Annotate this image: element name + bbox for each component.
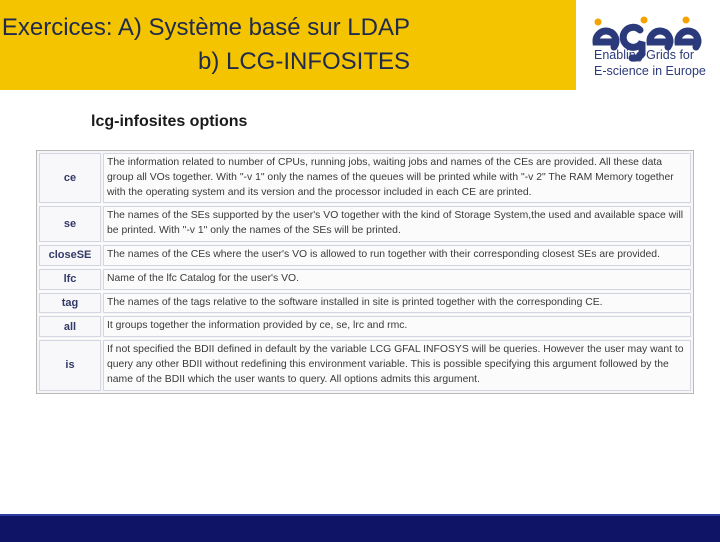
option-description: The names of the CEs where the user's VO is allowed to run together with their corresponding closest SEs are provided. xyxy=(103,245,691,266)
egee-logo xyxy=(576,0,720,90)
options-table xyxy=(36,150,694,394)
logo-tagline-1: Enabling Grids for xyxy=(594,48,695,62)
option-description: The information related to number of CPUs, running jobs, waiting jobs and names of the CEs are provided. All these data group all VOs together. With "-v 1" only the names of the queues will be printed while with "-v 2" The RAM Memory together with the operating system and its version and the processor included in each CE are printed. xyxy=(103,153,691,203)
option-key: ce xyxy=(39,153,101,203)
option-description: The names of the tags relative to the software installed in site is printed together with the corresponding CE. xyxy=(103,293,691,314)
table-row xyxy=(38,315,692,339)
option-key: closeSE xyxy=(39,245,101,266)
option-description: If not specified the BDII defined in default by the variable LCG GFAL INFOSYS will be queries. However the user may want to query any other BDII without redefining this environment variable. This is possible specifying this argument followed by the name of the BDII which the user wants to query. All options admits this argument. xyxy=(103,340,691,390)
option-description: Name of the lfc Catalog for the user's VO. xyxy=(103,269,691,290)
option-key: is xyxy=(39,340,101,390)
footer-bar xyxy=(0,514,720,542)
title-band xyxy=(0,0,576,90)
table-row xyxy=(38,244,692,268)
table-row xyxy=(38,268,692,292)
slide-title-line-1: Exercices: A) Système basé sur LDAP xyxy=(1,14,410,41)
table-row xyxy=(38,339,692,391)
slide-title-line-2: b) LCG-INFOSITES xyxy=(197,48,410,75)
table-row xyxy=(38,152,692,205)
option-key: all xyxy=(39,316,101,337)
table-row xyxy=(38,292,692,316)
table-row xyxy=(38,205,692,244)
option-description: It groups together the information provided by ce, se, lrc and rmc. xyxy=(103,316,691,337)
option-key: lfc xyxy=(39,269,101,290)
option-description: The names of the SEs supported by the user's VO together with the kind of Storage System,the used and available space will be printed. With "-v 1" only the names of the SEs will be printed. xyxy=(103,206,691,242)
section-subtitle: lcg-infosites options xyxy=(91,113,248,130)
logo-tagline-2: E-science in Europe xyxy=(594,64,706,78)
option-key: se xyxy=(39,206,101,242)
option-key: tag xyxy=(39,293,101,314)
